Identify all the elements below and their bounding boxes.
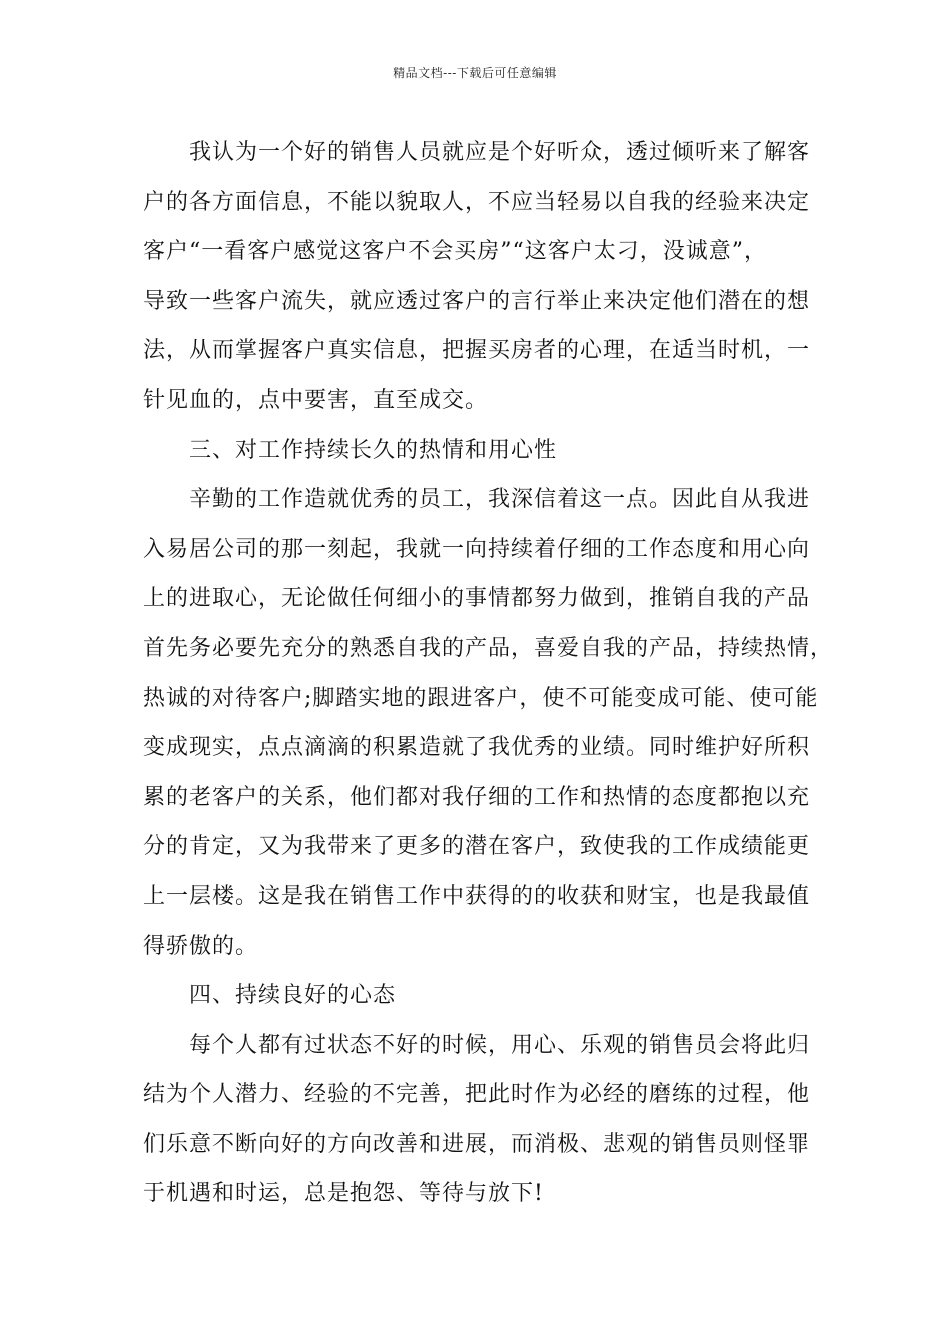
text-line: 我认为一个好的销售人员就应是个好听众，透过倾听来了解客 [189, 140, 811, 165]
text-line: 得骄傲的。 [143, 933, 259, 959]
text-line: 们乐意不断向好的方向改善和进展，而消极、悲观的销售员则怪罪 [143, 1131, 811, 1157]
text-line: 四、持续良好的心态 [189, 983, 397, 1009]
text-line: 法，从而掌握客户真实信息，把握买房者的心理，在适当时机，一 [143, 338, 811, 364]
text-line: 变成现实，点点滴滴的积累造就了我优秀的业绩。同时维护好所积 [143, 735, 811, 761]
text-line: 辛勤的工作造就优秀的员工，我深信着这一点。因此自从我进 [189, 487, 811, 513]
text-line: 客户“一看客户感觉这客户不会买房”“这客户太刁，没诚意”， [143, 239, 767, 265]
text-line: 每个人都有过状态不好的时候，用心、乐观的销售员会将此归 [189, 1032, 811, 1058]
text-line: 分的肯定，又为我带来了更多的潜在客户，致使我的工作成绩能更 [143, 834, 811, 860]
page-header: 精品文档---下载后可任意编辑 [393, 66, 557, 80]
text-line: 户的各方面信息，不能以貌取人，不应当轻易以自我的经验来决定 [143, 189, 811, 215]
text-line: 累的老客户的关系，他们都对我仔细的工作和热情的态度都抱以充 [143, 784, 811, 810]
text-line: 上一层楼。这是我在销售工作中获得的的收获和财宝，也是我最值 [143, 883, 811, 909]
text-line: 三、对工作持续长久的热情和用心性 [189, 437, 558, 463]
text-line: 热诚的对待客户;脚踏实地的跟进客户，使不可能变成可能、使可能 [143, 685, 819, 711]
text-line: 导致一些客户流失，就应透过客户的言行举止来决定他们潜在的想 [143, 288, 811, 314]
text-line: 上的进取心，无论做任何细小的事情都努力做到，推销自我的产品 [143, 586, 811, 612]
text-line: 针见血的，点中要害，直至成交。 [143, 387, 489, 413]
text-line: 入易居公司的那一刻起，我就一向持续着仔细的工作态度和用心向 [143, 536, 811, 562]
text-line: 于机遇和时运，总是抱怨、等待与放下! [143, 1181, 544, 1207]
text-line: 首先务必要先充分的熟悉自我的产品，喜爱自我的产品，持续热情， [143, 635, 834, 661]
document-body [143, 128, 834, 1219]
text-line: 结为个人潜力、经验的不完善，把此时作为必经的磨练的过程，他 [143, 1082, 811, 1108]
